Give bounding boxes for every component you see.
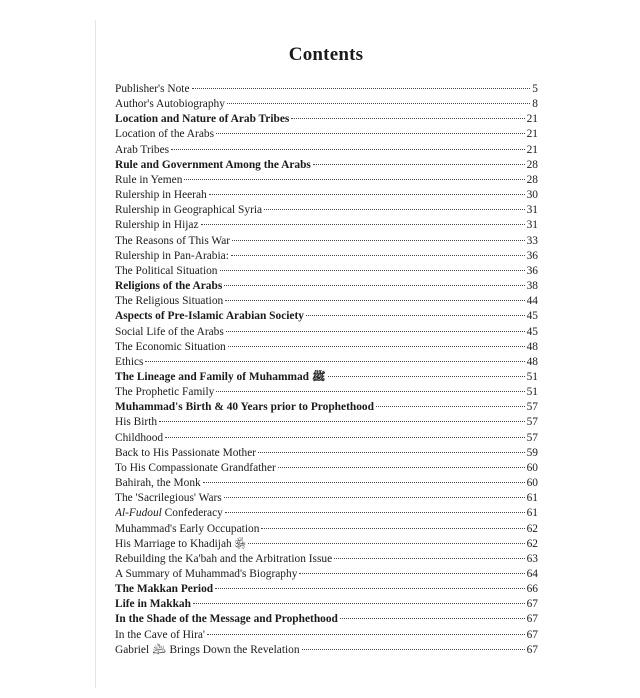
toc-entry	[115, 340, 538, 355]
dot-leader	[261, 527, 524, 529]
toc-entry	[115, 264, 538, 279]
toc-entry-title: Life in Makkah	[115, 598, 191, 611]
toc-entry-page-number: 57	[526, 416, 538, 429]
toc-entry-page-number: 33	[526, 234, 538, 247]
toc-entry-title: In the Shade of the Message and Prophethood	[115, 613, 338, 626]
toc-entry	[115, 567, 538, 582]
toc-entry	[115, 97, 538, 112]
toc-entry	[115, 537, 538, 552]
toc-entry-title-italic: Al-Fudoul	[115, 507, 162, 520]
toc-entry-title: Aspects of Pre-Islamic Arabian Society	[115, 310, 304, 323]
dot-leader	[306, 314, 525, 316]
toc-entry-title: To His Compassionate Grandfather	[115, 461, 276, 474]
toc-entry-title: Gabriel ﵇ Brings Down the Revelation	[115, 643, 300, 656]
page-title: Contents	[288, 44, 364, 65]
toc-entry-page-number: 61	[526, 492, 538, 505]
toc-entry	[115, 294, 538, 309]
dot-leader	[291, 117, 524, 119]
toc-entry	[115, 158, 538, 173]
toc-entry-title: Rule in Yemen	[115, 173, 183, 186]
toc-entry-title: Muhammad's Birth & 40 Years prior to Prophethood	[115, 401, 374, 414]
toc-entry-title: Arab Tribes	[115, 143, 170, 156]
toc-entry-title: The 'Sacrilegious' Wars	[115, 492, 222, 505]
toc-entry-title: The Economic Situation	[115, 340, 226, 353]
dot-leader	[258, 451, 525, 453]
toc-entry	[115, 143, 538, 158]
toc-entry-page-number: 44	[526, 295, 538, 308]
table-of-contents	[115, 82, 538, 658]
toc-entry	[115, 431, 538, 446]
dot-leader	[216, 132, 525, 134]
toc-entry-page-number: 62	[526, 537, 538, 550]
toc-entry-page-number: 31	[526, 219, 538, 232]
dot-leader	[165, 436, 525, 438]
toc-entry	[115, 643, 538, 658]
toc-entry-page-number: 57	[526, 401, 538, 414]
toc-entry-page-number: 67	[526, 643, 538, 656]
toc-entry-title: The Religious Situation	[115, 295, 224, 308]
toc-entry-page-number: 21	[526, 128, 538, 141]
toc-entry-page-number: 48	[526, 340, 538, 353]
toc-entry-page-number: 8	[532, 98, 538, 111]
toc-entry-title: Location and Nature of Arab Tribes	[115, 113, 290, 126]
toc-entry-page-number: 48	[526, 355, 538, 368]
book-page	[95, 20, 556, 688]
dot-leader	[215, 587, 525, 589]
toc-entry-page-number: 63	[526, 552, 538, 565]
toc-entry-title: The Reasons of This War	[115, 234, 231, 247]
dot-leader	[224, 284, 524, 286]
toc-entry	[115, 461, 538, 476]
dot-leader	[171, 148, 524, 150]
toc-entry	[115, 400, 538, 415]
dot-leader	[159, 420, 525, 422]
toc-entry	[115, 173, 538, 188]
toc-entry-page-number: 45	[526, 310, 538, 323]
dot-leader	[207, 633, 525, 635]
toc-entry-page-number: 21	[526, 113, 538, 126]
toc-entry-title: Childhood	[115, 431, 164, 444]
toc-entry	[115, 112, 538, 127]
dot-leader	[145, 360, 524, 362]
dot-leader	[334, 557, 524, 559]
toc-entry-title: Rule and Government Among the Arabs	[115, 158, 311, 171]
toc-entry-page-number: 36	[526, 249, 538, 262]
toc-entry-page-number: 67	[526, 613, 538, 626]
dot-leader	[232, 239, 525, 241]
toc-entry	[115, 279, 538, 294]
dot-leader	[184, 178, 524, 180]
dot-leader	[228, 345, 525, 347]
toc-entry	[115, 218, 538, 233]
toc-entry	[115, 385, 538, 400]
dot-leader	[225, 511, 525, 513]
toc-entry-page-number: 5	[532, 83, 538, 95]
toc-entry	[115, 370, 538, 385]
toc-entry	[115, 612, 538, 627]
dot-leader	[225, 299, 524, 301]
dot-leader	[216, 390, 524, 392]
toc-entry	[115, 127, 538, 142]
toc-entry-page-number: 66	[526, 583, 538, 596]
toc-entry-page-number: 45	[526, 325, 538, 338]
toc-entry	[115, 355, 538, 370]
toc-entry-title: Rulership in Hijaz	[115, 219, 199, 232]
toc-entry	[115, 552, 538, 567]
dot-leader	[278, 466, 525, 468]
toc-entry-title: A Summary of Muhammad's Biography	[115, 568, 298, 580]
dot-leader	[328, 375, 525, 377]
toc-entry-title: His Marriage to Khadijah ﵂	[115, 537, 247, 550]
toc-entry	[115, 234, 538, 249]
toc-entry	[115, 82, 538, 97]
toc-entry	[115, 309, 538, 324]
dot-leader	[231, 254, 525, 256]
toc-entry-title: In the Cave of Hira'	[115, 628, 205, 641]
toc-entry-title: Publisher's Note	[115, 83, 190, 95]
toc-entry	[115, 582, 538, 597]
toc-entry-page-number: 31	[526, 204, 538, 217]
dot-leader	[201, 223, 525, 225]
toc-entry-title: Bahirah, the Monk	[115, 477, 201, 490]
toc-entry	[115, 446, 538, 461]
toc-entry	[115, 597, 538, 612]
toc-entry-title: Location of the Arabs	[115, 128, 215, 141]
dot-leader	[340, 617, 525, 619]
toc-entry-page-number: 59	[526, 446, 538, 459]
toc-entry-page-number: 36	[526, 264, 538, 277]
toc-entry	[115, 522, 538, 537]
dot-leader	[226, 330, 525, 332]
toc-entry-page-number: 62	[526, 522, 538, 535]
toc-entry-title: Rebuilding the Ka'bah and the Arbitration Issue	[115, 552, 333, 565]
toc-entry-page-number: 60	[526, 461, 538, 474]
toc-entry-page-number: 51	[526, 370, 538, 383]
dot-leader	[227, 102, 530, 104]
toc-entry-page-number: 57	[526, 431, 538, 444]
toc-entry-page-number: 61	[526, 507, 538, 520]
dot-leader	[302, 648, 525, 650]
toc-entry-title: Muhammad's Early Occupation	[115, 522, 260, 535]
toc-entry-title: His Birth	[115, 416, 158, 429]
toc-entry	[115, 249, 538, 264]
toc-entry-title: Social Life of the Arabs	[115, 325, 224, 338]
toc-entry-title: Author's Autobiography	[115, 98, 225, 111]
toc-entry-page-number: 67	[526, 628, 538, 641]
dot-leader	[209, 193, 525, 195]
toc-entry-title: The Prophetic Family	[115, 386, 215, 399]
toc-entry	[115, 476, 538, 491]
dot-leader	[313, 163, 525, 165]
toc-entry-title	[115, 506, 223, 521]
toc-entry	[115, 188, 538, 203]
toc-entry-title: Religions of the Arabs	[115, 280, 223, 293]
toc-entry-title: The Makkan Period	[115, 583, 214, 596]
toc-entry-page-number: 30	[526, 189, 538, 202]
toc-entry-page-number: 64	[526, 568, 538, 580]
toc-entry-page-number: 28	[526, 158, 538, 171]
toc-entry-title: Rulership in Pan-Arabia:	[115, 249, 229, 262]
toc-entry-page-number: 51	[526, 386, 538, 399]
toc-entry-page-number: 38	[526, 280, 538, 293]
dot-leader	[220, 269, 525, 271]
toc-entry-title: Back to His Passionate Mother	[115, 446, 257, 459]
toc-entry-title-rest: Confederacy	[161, 507, 223, 520]
toc-entry	[115, 325, 538, 340]
toc-entry-page-number: 28	[526, 173, 538, 186]
toc-entry	[115, 491, 538, 506]
toc-entry-title: Rulership in Geographical Syria	[115, 204, 263, 217]
dot-leader	[299, 572, 524, 574]
toc-entry-page-number: 21	[526, 143, 538, 156]
dot-leader	[264, 208, 525, 210]
toc-entry-title: The Lineage and Family of Muhammad ﷺ	[115, 370, 326, 383]
toc-entry-title: Rulership in Heerah	[115, 189, 207, 202]
toc-entry-page-number: 67	[526, 598, 538, 611]
dot-leader	[376, 405, 525, 407]
dot-leader	[224, 496, 525, 498]
dot-leader	[193, 602, 525, 604]
dot-leader	[192, 87, 531, 89]
dot-leader	[248, 542, 525, 544]
toc-entry	[115, 506, 538, 521]
toc-entry	[115, 203, 538, 218]
toc-entry	[115, 628, 538, 643]
dot-leader	[203, 481, 525, 483]
toc-entry	[115, 415, 538, 430]
toc-entry-title: The Political Situation	[115, 264, 218, 277]
toc-entry-title: Ethics	[115, 355, 144, 368]
toc-entry-page-number: 60	[526, 477, 538, 490]
